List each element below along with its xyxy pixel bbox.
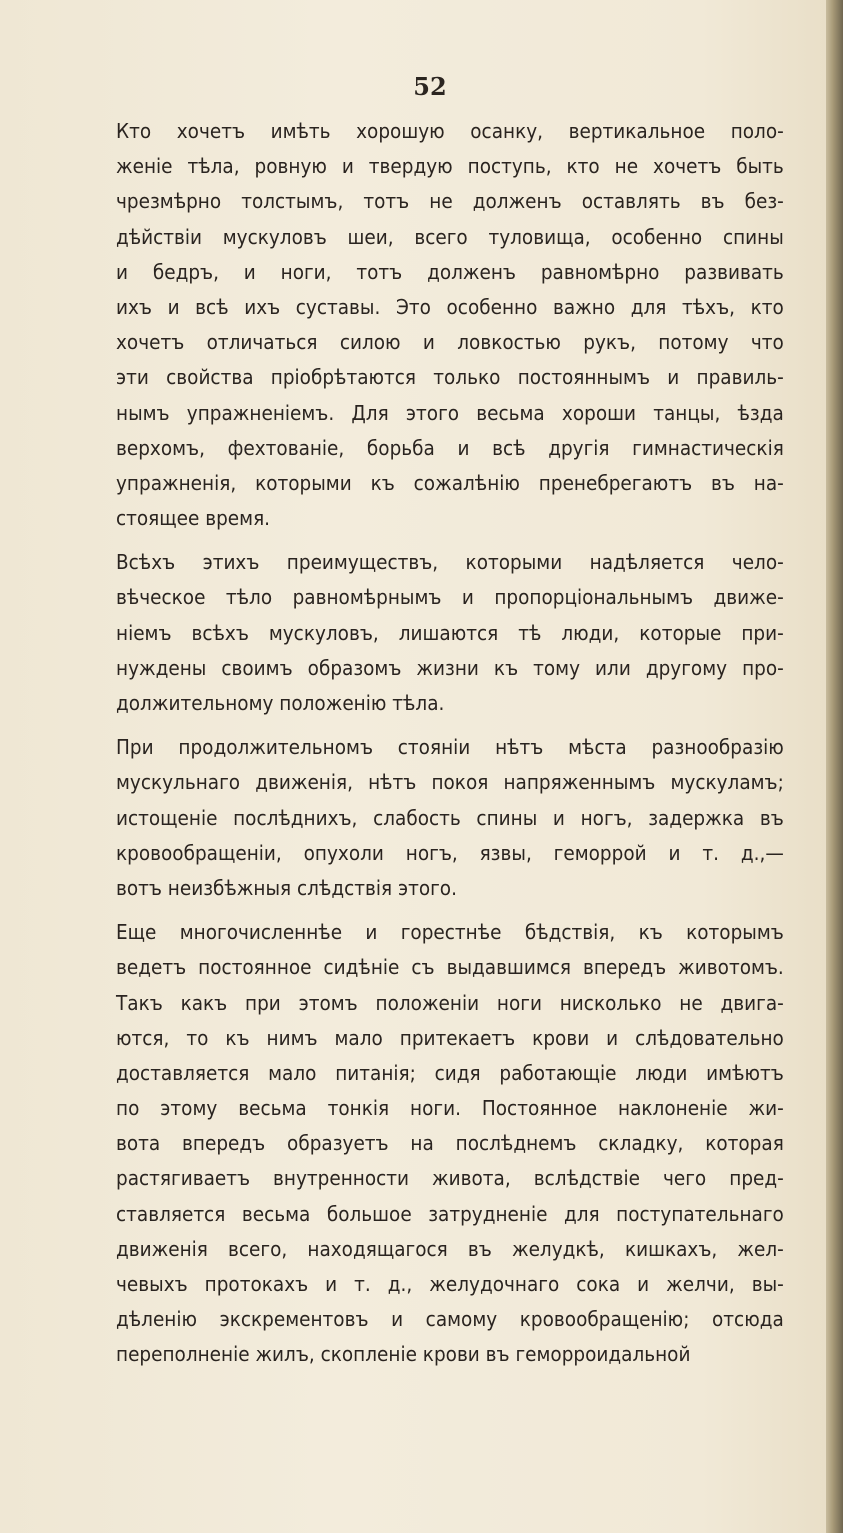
- text-line: Всѣхъ этихъ преимуществъ, которыми надѣляется чело-: [116, 550, 784, 575]
- text-line: женіе тѣла, ровную и твердую поступь, кто не хочетъ быть: [116, 154, 784, 179]
- text-line: хочетъ отличаться силою и ловкостью рукъ, потому что: [116, 330, 784, 355]
- paragraph-gap: [116, 906, 784, 915]
- text-line: эти свойства пріобрѣтаются только постояннымъ и правиль-: [116, 365, 784, 390]
- text-line: ставляется весьма большое затрудненіе для поступательнаго: [116, 1201, 784, 1226]
- page-edge-shadow: [826, 0, 843, 1533]
- text-line: Такъ какъ при этомъ положеніи ноги нисколько не двига-: [116, 990, 784, 1015]
- text-line: Еще многочисленнѣе и горестнѣе бѣдствія, къ которымъ: [116, 920, 784, 945]
- paragraph-gap: [116, 536, 784, 545]
- text-line: Кто хочетъ имѣть хорошую осанку, вертикальное поло-: [116, 119, 784, 143]
- text-line: чевыхъ протокахъ и т. д., желудочнаго сока и желчи, вы-: [116, 1272, 784, 1296]
- text-line: кровообращеніи, опухоли ногъ, язвы, геморрой и т. д.,—: [116, 840, 784, 865]
- text-line: мускульнаго движенія, нѣтъ покоя напряженнымъ мускуламъ;: [116, 770, 784, 795]
- text-line: истощеніе послѣднихъ, слабость спины и ногъ, задержка въ: [116, 805, 784, 830]
- text-line: переполненіе жилъ, скопленіе крови въ геморроидальной: [116, 1342, 691, 1367]
- text-line: нуждены своимъ образомъ жизни къ тому или другому про-: [116, 655, 784, 680]
- text-line: должительному положенію тѣла.: [116, 691, 445, 715]
- text-line: дѣйствіи мускуловъ шеи, всего туловища, особенно спины: [116, 224, 784, 249]
- text-line: чрезмѣрно толстымъ, тотъ не долженъ оставлять въ без-: [116, 189, 784, 214]
- text-line: ведетъ постоянное сидѣніе съ выдавшимся впередъ животомъ.: [116, 955, 784, 980]
- text-line: ніемъ всѣхъ мускуловъ, лишаются тѣ люди, которые при-: [116, 620, 784, 645]
- text-line: ются, то къ нимъ мало притекаетъ крови и слѣдовательно: [116, 1025, 784, 1050]
- text-line: доставляется мало питанія; сидя работающіе люди имѣютъ: [116, 1060, 784, 1085]
- text-line: ихъ и всѣ ихъ суставы. Это особенно важно для тѣхъ, кто: [116, 294, 784, 319]
- text-line: При продолжительномъ стояніи нѣтъ мѣста разнообразію: [116, 735, 784, 760]
- text-line: упражненія, которыми къ сожалѣнію пренебрегаютъ въ на-: [116, 470, 784, 495]
- text-line: стоящее время.: [116, 506, 271, 531]
- text-line: вотъ неизбѣжныя слѣдствія этого.: [116, 875, 457, 900]
- text-line: вота впередъ образуетъ на послѣднемъ складку, которая: [116, 1131, 784, 1156]
- text-line: верхомъ, фехтованіе, борьба и всѣ другія гимнастическія: [116, 435, 784, 460]
- text-line: по этому весьма тонкія ноги. Постоянное наклоненіе жи-: [116, 1096, 784, 1121]
- paragraph-gap: [116, 721, 784, 730]
- page-number: 52: [413, 72, 447, 101]
- text-line: растягиваетъ внутренности живота, вслѣдствіе чего пред-: [116, 1166, 784, 1191]
- page-body-text: [116, 114, 784, 1373]
- text-line: вѣческое тѣло равномѣрнымъ и пропорціональнымъ движе-: [116, 585, 784, 610]
- text-line: нымъ упражненіемъ. Для этого весьма хороши танцы, ѣзда: [116, 400, 784, 425]
- text-line: и бедръ, и ноги, тотъ долженъ равномѣрно развивать: [116, 259, 784, 284]
- text-line: дѣленію экскрементовъ и самому кровообращенію; отсюда: [116, 1307, 784, 1332]
- text-line: движенія всего, находящагося въ желудкѣ, кишкахъ, жел-: [116, 1236, 784, 1261]
